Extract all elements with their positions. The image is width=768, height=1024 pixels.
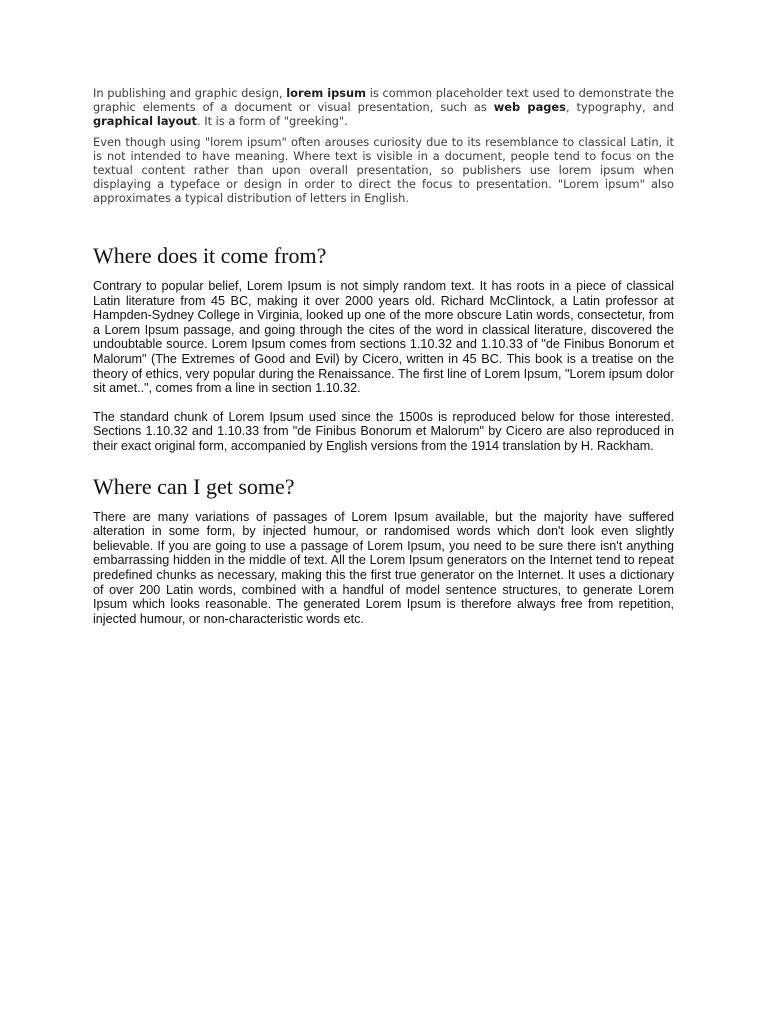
intro-text-1: In publishing and graphic design, (93, 86, 287, 100)
intro-paragraph-2: Even though using "lorem ipsum" often arouses curiosity due to its resemblance to classical Latin, it is not intended to have meaning. Where text is visible in a document, people tend to focus on the textual content rather than upon overall presentation, so publishers use lorem ipsum when displaying a typeface or design in order to direct the focus to presentation. "Lorem ipsum" also approximates a typical distribution of letters in English. (93, 135, 674, 205)
intro-section (93, 86, 674, 205)
origin-paragraph-2: The standard chunk of Lorem Ipsum used since the 1500s is reproduced below for those interested. Sections 1.10.32 and 1.10.33 from "de Finibus Bonorum et Malorum" by Cicero are also reproduced in their exact original form, accompanied by English versions from the 1914 translation by H. Rackham. (93, 409, 674, 453)
variations-paragraph: There are many variations of passages of Lorem Ipsum available, but the majority have suffered alteration in some form, by injected humour, or randomised words which don't look even slightly believable. If you are going to use a passage of Lorem Ipsum, you need to be sure there isn't anything embarrassing hidden in the middle of text. All the Lorem Ipsum generators on the Internet tend to repeat predefined chunks as necessary, making this the first true generator on the Internet. It uses a dictionary of over 200 Latin words, combined with a handful of model sentence structures, to generate Lorem Ipsum which looks reasonable. The generated Lorem Ipsum is therefore always free from repetition, injected humour, or non-characteristic words etc. (93, 509, 674, 626)
heading-where-can-i-get-some: Where can I get some? (93, 473, 295, 499)
term-graphical-layout: graphical layout (93, 114, 197, 128)
heading-where-does-it-come-from: Where does it come from? (93, 243, 327, 268)
intro-text-2: is common placeholder text used to demonstrate the graphic elements of a document or visual presentation, such as (93, 86, 674, 114)
intro-text-3: , typography, and (565, 100, 674, 114)
intro-paragraph-1 (93, 86, 674, 128)
term-lorem-ipsum: lorem ipsum (286, 86, 367, 100)
origin-paragraph-1: Contrary to popular belief, Lorem Ipsum is not simply random text. It has roots in a piece of classical Latin literature from 45 BC, making it over 2000 years old. Richard McClintock, a Latin professor at Hampden-Sydney College in Virginia, looked up one of the more obscure Latin words, consectetur, from a Lorem Ipsum passage, and going through the cites of the word in classical literature, discovered the undoubtable source. Lorem Ipsum comes from sections 1.10.32 and 1.10.33 of "de Finibus Bonorum et Malorum" (The Extremes of Good and Evil) by Cicero, written in 45 BC. This book is a treatise on the theory of ethics, very popular during the Renaissance. The first line of Lorem Ipsum, "Lorem ipsum dolor sit amet..", comes from a line in section 1.10.32. (93, 279, 674, 396)
intro-text-4: . It is a form of "greeking". (196, 114, 348, 128)
document-page (93, 86, 674, 626)
term-web-pages: web pages (493, 100, 566, 114)
